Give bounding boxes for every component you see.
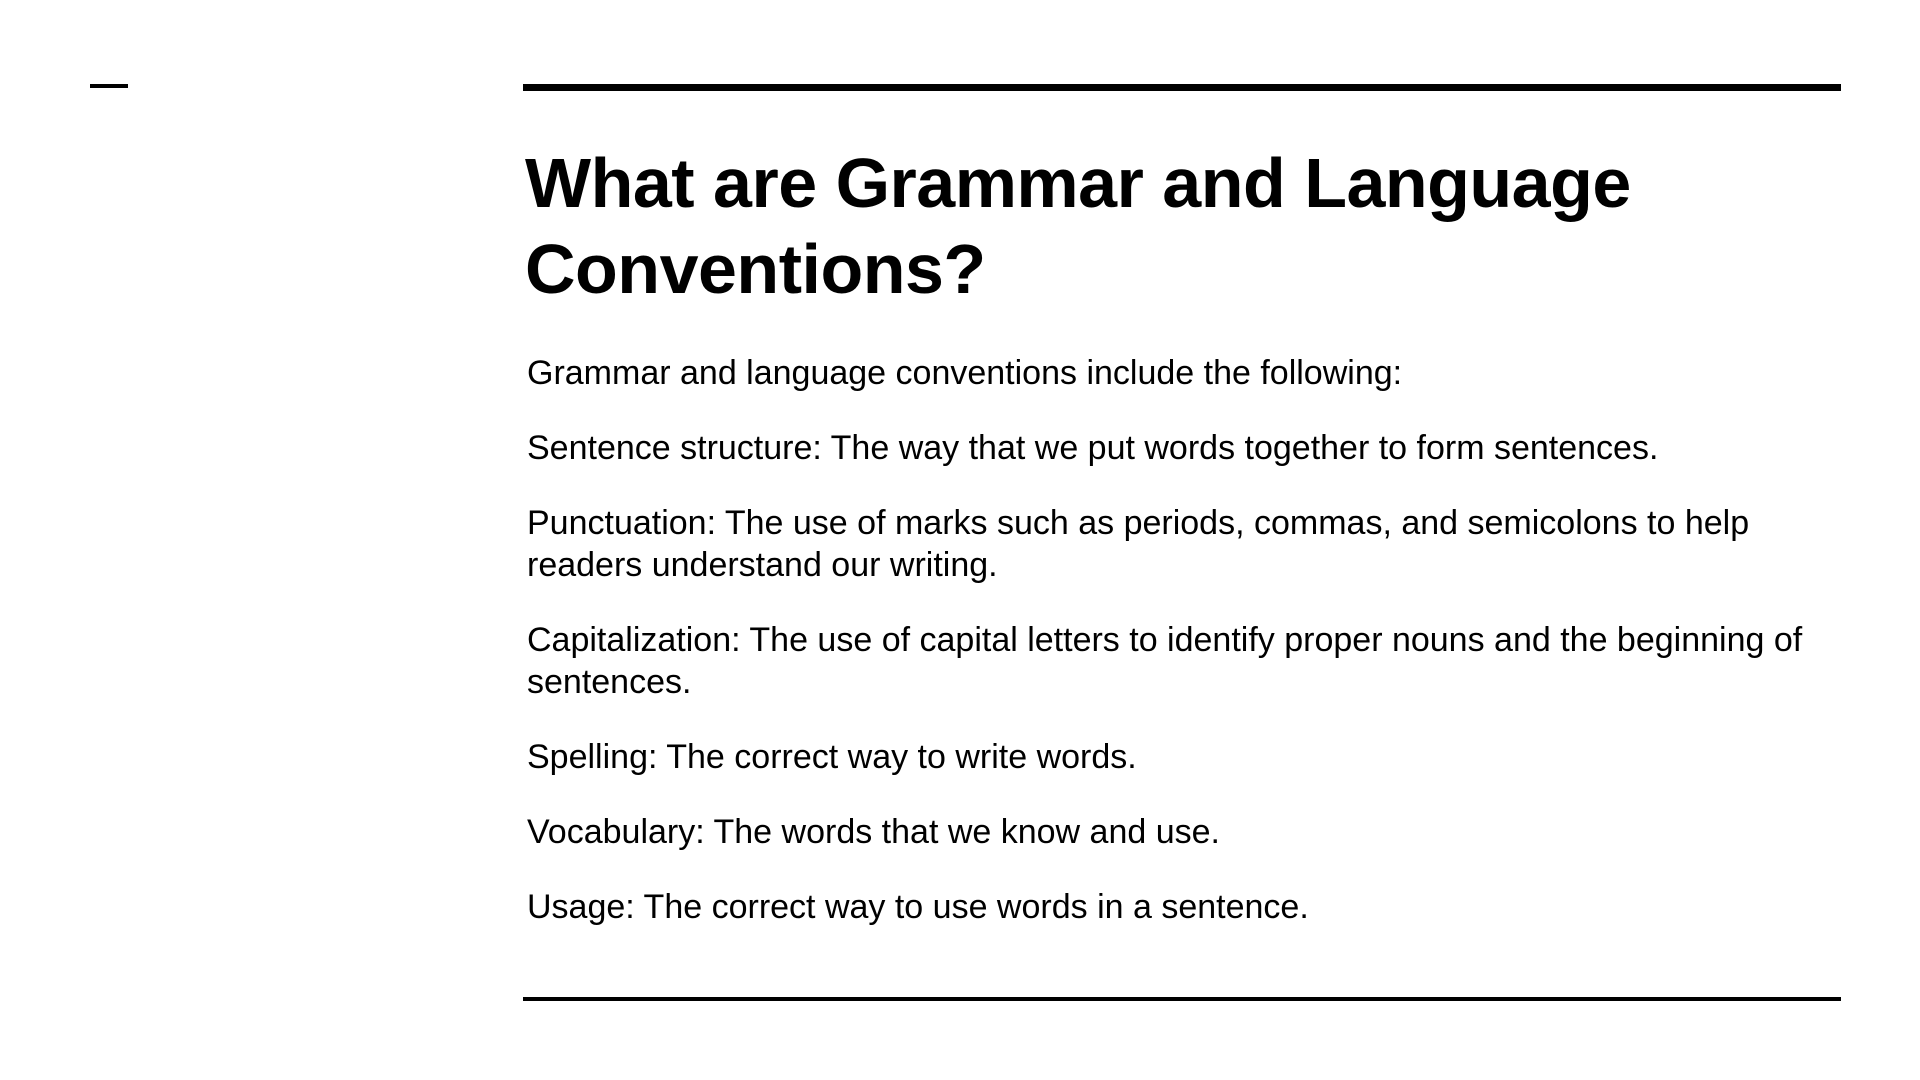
slide-title: What are Grammar and Language Conventions?: [525, 144, 1631, 308]
usage-paragraph: Usage: The correct way to use words in a sentence.: [527, 888, 1309, 926]
slide-body: [527, 352, 1827, 961]
intro-paragraph: Grammar and language conventions include the following:: [527, 354, 1403, 392]
decorative-dash: [90, 84, 128, 88]
bottom-divider: [523, 997, 1841, 1001]
vocabulary-paragraph: Vocabulary: The words that we know and use.: [527, 813, 1220, 851]
sentence-structure-paragraph: Sentence structure: The way that we put words together to form sentences.: [527, 429, 1659, 467]
capitalization-paragraph: Capitalization: The use of capital letters to identify proper nouns and the beginning of sentences.: [527, 621, 1803, 701]
spelling-paragraph: Spelling: The correct way to write words.: [527, 738, 1137, 776]
punctuation-paragraph: Punctuation: The use of marks such as periods, commas, and semicolons to help readers understand our writing.: [527, 504, 1750, 584]
top-divider: [523, 84, 1841, 91]
